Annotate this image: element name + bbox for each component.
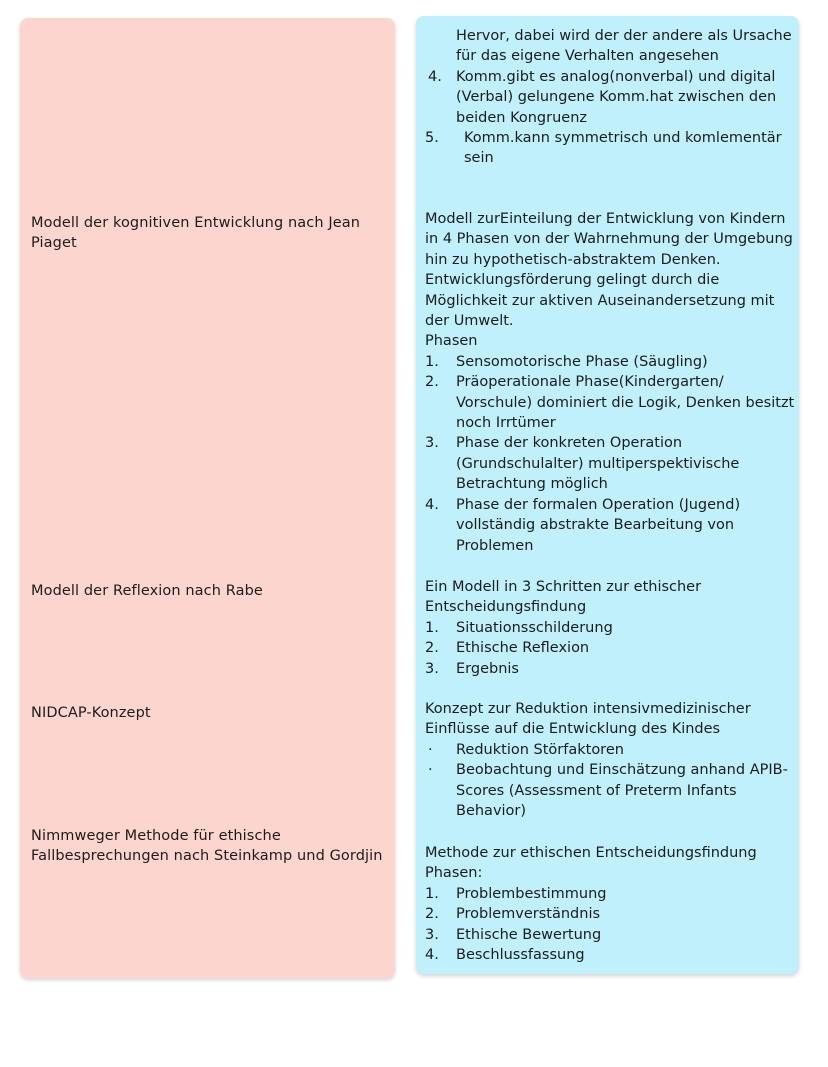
list-marker: 4. bbox=[428, 68, 442, 85]
list-item-text: Reduktion Störfaktoren bbox=[456, 741, 624, 758]
definition-intro: Modell zurEinteilung der Entwicklung von Kindern in 4 Phasen von der Wahrnehmung der Umgebung hin zu hypothetisch-abstraktem Denken. Entwicklungsförderung gelingt durch die Möglichkeit zur aktiven Auseinandersetzung mit der Umwelt. bbox=[425, 211, 793, 330]
list-item-text: Phase der formalen Operation (Jugend) vollständig abstrakte Bearbeitung von Problemen bbox=[456, 496, 741, 554]
list-item bbox=[425, 904, 797, 924]
list-marker: 3. bbox=[425, 660, 439, 677]
definition-intro: Konzept zur Reduktion intensivmedizinischer Einflüsse auf die Entwicklung des Kindes bbox=[425, 701, 751, 738]
list-item-text: Sensomotorische Phase (Säugling) bbox=[456, 353, 708, 370]
list-item-text: Ethische Bewertung bbox=[456, 926, 602, 943]
list-item bbox=[425, 495, 797, 556]
definition-nimmweger bbox=[425, 843, 797, 965]
list-item-text: Problembestimmung bbox=[456, 885, 607, 902]
list-marker: 3. bbox=[425, 926, 439, 943]
list-item bbox=[428, 67, 797, 128]
list-item bbox=[425, 352, 797, 372]
list-marker: 4. bbox=[425, 947, 439, 964]
list-item bbox=[425, 638, 797, 658]
list-marker: 2. bbox=[425, 906, 439, 923]
list-item bbox=[425, 945, 797, 965]
list-item bbox=[425, 128, 797, 169]
list-item bbox=[425, 618, 797, 638]
list-item-text: Situationsschilderung bbox=[456, 619, 613, 636]
list-item bbox=[425, 740, 797, 760]
list-item bbox=[425, 659, 797, 679]
list-item bbox=[425, 760, 797, 821]
list-marker: 4. bbox=[425, 496, 439, 513]
list-item-text: Beobachtung und Einschätzung anhand APIB-Scores (Assessment of Preterm Infants Behavior) bbox=[456, 762, 788, 820]
definition-subheading: Phasen bbox=[425, 333, 478, 350]
list-item-text: Präoperationale Phase(Kindergarten/ Vorschule) dominiert die Logik, Denken besitzt noch Irrtümer bbox=[456, 374, 795, 432]
term-rabe: Modell der Reflexion nach Rabe bbox=[31, 583, 263, 599]
list-marker: 1. bbox=[425, 619, 439, 636]
continued-text: Hervor, dabei wird der der andere als Ursache für das eigene Verhalten angesehen bbox=[456, 28, 792, 65]
list-marker: 2. bbox=[425, 374, 439, 391]
list-marker: 1. bbox=[425, 353, 439, 370]
list-item bbox=[425, 433, 797, 494]
list-item-text: Problemverständnis bbox=[456, 906, 601, 923]
list-item bbox=[425, 925, 797, 945]
definition-nidcap bbox=[425, 699, 797, 821]
list-marker: 2. bbox=[425, 640, 439, 657]
list-marker: 3. bbox=[425, 435, 439, 452]
list-item-text: Beschlussfassung bbox=[456, 947, 585, 964]
list-item bbox=[425, 372, 797, 433]
list-item-text: Komm.kann symmetrisch und komlementär sein bbox=[464, 130, 782, 167]
definition-subheading: Phasen: bbox=[425, 865, 483, 882]
list-item-text: Ergebnis bbox=[456, 660, 519, 677]
term-nimmweger: Nimmweger Methode für ethische Fallbesprechungen nach Steinkamp und Gordjin bbox=[31, 828, 383, 865]
definition-rabe bbox=[425, 577, 797, 679]
bullet-marker: · bbox=[428, 762, 433, 779]
list-item-text: Ethische Reflexion bbox=[456, 640, 590, 657]
list-item-text: Phase der konkreten Operation (Grundschulalter) multiperspektivische Betrachtung möglich bbox=[456, 435, 740, 493]
bullet-marker: · bbox=[428, 741, 433, 758]
continued-definition bbox=[425, 26, 797, 169]
list-marker: 1. bbox=[425, 885, 439, 902]
term-nidcap: NIDCAP-Konzept bbox=[31, 705, 151, 721]
definition-piaget bbox=[425, 209, 797, 556]
list-item bbox=[425, 884, 797, 904]
term-piaget: Modell der kognitiven Entwicklung nach Jean Piaget bbox=[31, 215, 360, 252]
list-marker: 5. bbox=[425, 130, 439, 147]
definition-intro: Ein Modell in 3 Schritten zur ethischer Entscheidungsfindung bbox=[425, 579, 702, 616]
list-item-text: Komm.gibt es analog(nonverbal) und digital (Verbal) gelungene Komm.hat zwischen den beiden Kongruenz bbox=[456, 68, 777, 126]
definition-intro: Methode zur ethischen Entscheidungsfindung bbox=[425, 845, 757, 861]
